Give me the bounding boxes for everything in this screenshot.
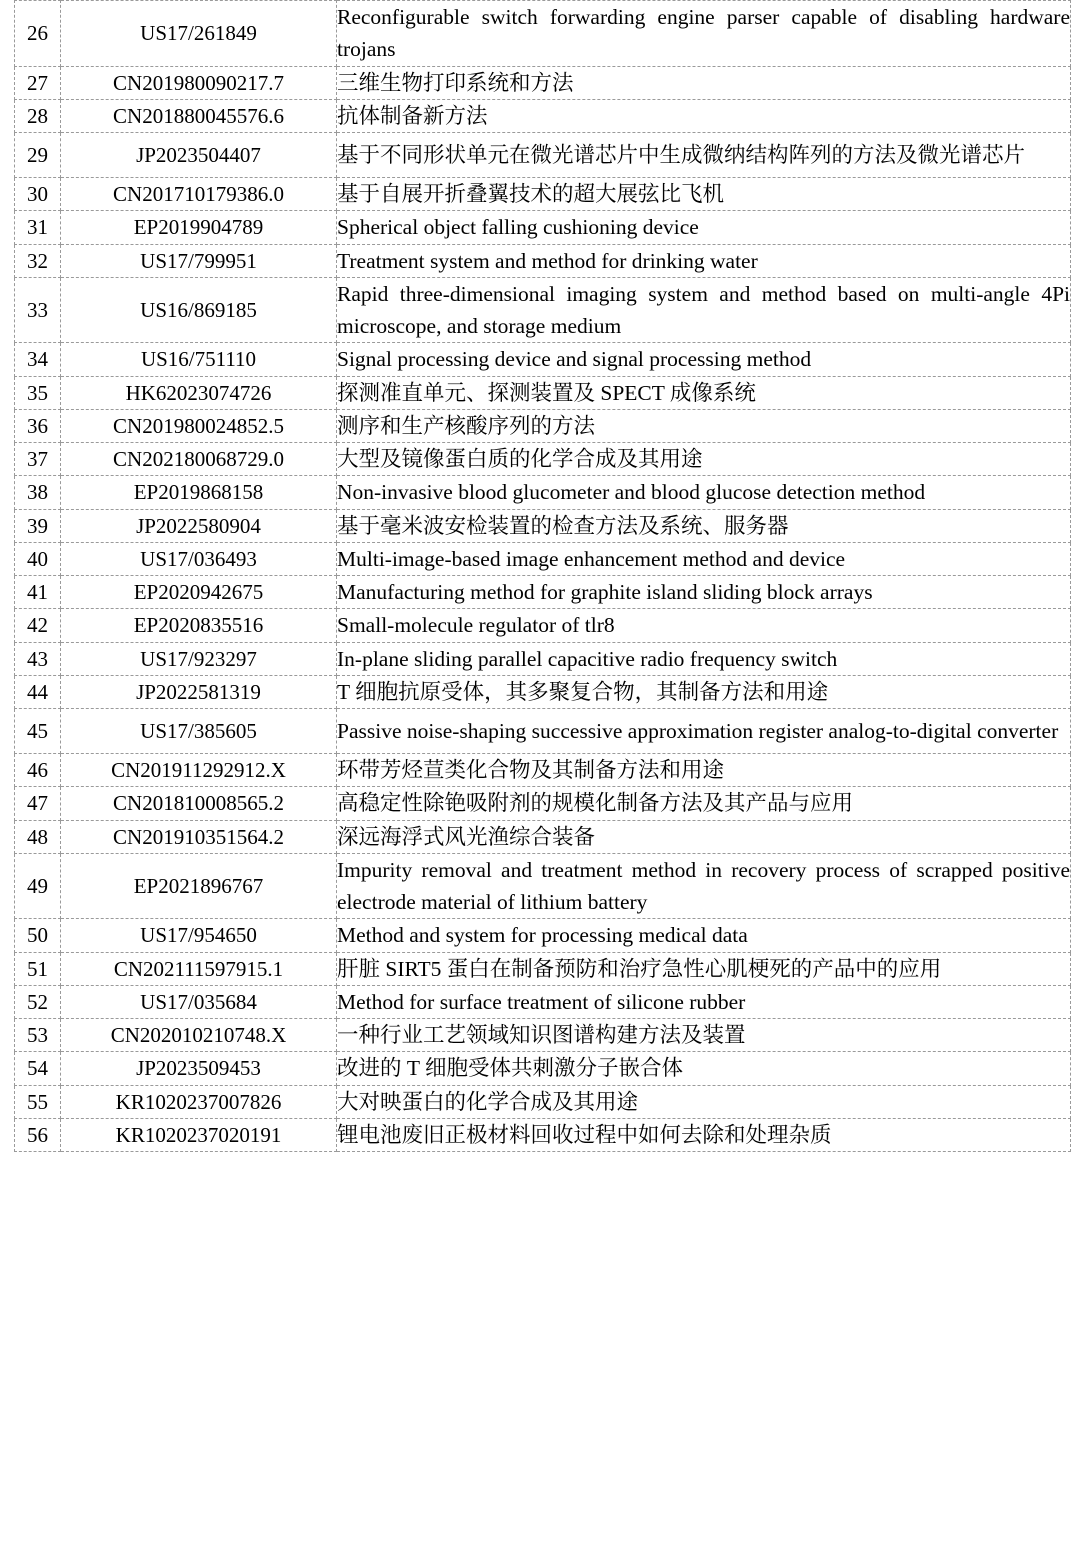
application-number: EP2020942675 [61,576,337,609]
row-number: 49 [15,853,61,919]
table-row [15,1085,1071,1118]
application-number: CN202111597915.1 [61,952,337,985]
table-row [15,376,1071,409]
table-row [15,952,1071,985]
row-number: 32 [15,244,61,277]
table-row [15,443,1071,476]
row-number: 51 [15,952,61,985]
patent-title: 基于不同形状单元在微光谱芯片中生成微纳结构阵列的方法及微光谱芯片 [337,133,1071,178]
patent-title: T 细胞抗原受体，其多聚复合物，其制备方法和用途 [337,675,1071,708]
patent-title: 大型及镜像蛋白质的化学合成及其用途 [337,443,1071,476]
row-number: 36 [15,409,61,442]
patent-title: Non-invasive blood glucometer and blood glucose detection method [337,476,1071,509]
application-number: US17/036493 [61,542,337,575]
table-row [15,820,1071,853]
patent-title: Reconfigurable switch forwarding engine parser capable of disabling hardware trojans [337,1,1071,67]
table-row [15,244,1071,277]
application-number: EP2020835516 [61,609,337,642]
row-number: 29 [15,133,61,178]
patent-title: 一种行业工艺领域知识图谱构建方法及装置 [337,1019,1071,1052]
row-number: 44 [15,675,61,708]
application-number: CN201910351564.2 [61,820,337,853]
table-row [15,343,1071,376]
patent-title: Spherical object falling cushioning device [337,211,1071,244]
patent-title: 大对映蛋白的化学合成及其用途 [337,1085,1071,1118]
row-number: 43 [15,642,61,675]
patent-title: 抗体制备新方法 [337,99,1071,132]
patent-title: 探测准直单元、探测装置及 SPECT 成像系统 [337,376,1071,409]
application-number: JP2022581319 [61,675,337,708]
application-number: EP2019868158 [61,476,337,509]
application-number: CN201980090217.7 [61,66,337,99]
table-row [15,787,1071,820]
table-row [15,853,1071,919]
row-number: 53 [15,1019,61,1052]
table-row [15,642,1071,675]
row-number: 31 [15,211,61,244]
patent-table-body [15,1,1071,1152]
application-number: US17/799951 [61,244,337,277]
table-row [15,1019,1071,1052]
application-number: US17/385605 [61,709,337,754]
table-row [15,509,1071,542]
row-number: 42 [15,609,61,642]
row-number: 40 [15,542,61,575]
patent-title: 测序和生产核酸序列的方法 [337,409,1071,442]
application-number: US17/923297 [61,642,337,675]
patent-title: 基于毫米波安检装置的检查方法及系统、服务器 [337,509,1071,542]
table-row [15,476,1071,509]
application-number: US17/035684 [61,985,337,1018]
table-row [15,99,1071,132]
application-number: CN201980024852.5 [61,409,337,442]
patent-title: 基于自展开折叠翼技术的超大展弦比飞机 [337,178,1071,211]
patent-title: In-plane sliding parallel capacitive radio frequency switch [337,642,1071,675]
application-number: CN201710179386.0 [61,178,337,211]
patent-title: 三维生物打印系统和方法 [337,66,1071,99]
application-number: CN202010210748.X [61,1019,337,1052]
application-number: EP2019904789 [61,211,337,244]
row-number: 55 [15,1085,61,1118]
patent-title: Rapid three-dimensional imaging system and method based on multi-angle 4Pi microscope, and storage medium [337,277,1071,343]
table-row [15,277,1071,343]
table-row [15,409,1071,442]
application-number: US16/869185 [61,277,337,343]
row-number: 47 [15,787,61,820]
table-row [15,576,1071,609]
row-number: 37 [15,443,61,476]
row-number: 30 [15,178,61,211]
table-row [15,919,1071,952]
table-row [15,133,1071,178]
application-number: US17/261849 [61,1,337,67]
application-number: JP2023509453 [61,1052,337,1085]
patent-title: Passive noise-shaping successive approximation register analog-to-digital converter [337,709,1071,754]
patent-title: 深远海浮式风光渔综合装备 [337,820,1071,853]
application-number: HK62023074726 [61,376,337,409]
row-number: 27 [15,66,61,99]
table-row [15,1118,1071,1151]
row-number: 33 [15,277,61,343]
patent-title: 改进的 T 细胞受体共刺激分子嵌合体 [337,1052,1071,1085]
table-row [15,66,1071,99]
patent-title: Small-molecule regulator of tlr8 [337,609,1071,642]
patent-title: Multi-image-based image enhancement method and device [337,542,1071,575]
row-number: 38 [15,476,61,509]
application-number: CN201911292912.X [61,754,337,787]
table-row [15,542,1071,575]
patent-title: 肝脏 SIRT5 蛋白在制备预防和治疗急性心肌梗死的产品中的应用 [337,952,1071,985]
row-number: 45 [15,709,61,754]
row-number: 56 [15,1118,61,1151]
table-row [15,609,1071,642]
row-number: 34 [15,343,61,376]
patent-title: 环带芳烃荁类化合物及其制备方法和用途 [337,754,1071,787]
row-number: 39 [15,509,61,542]
table-row [15,211,1071,244]
application-number: KR1020237007826 [61,1085,337,1118]
row-number: 41 [15,576,61,609]
application-number: US17/954650 [61,919,337,952]
patent-title: Signal processing device and signal processing method [337,343,1071,376]
application-number: CN201810008565.2 [61,787,337,820]
table-row [15,754,1071,787]
application-number: JP2022580904 [61,509,337,542]
table-row [15,178,1071,211]
patent-title: Manufacturing method for graphite island sliding block arrays [337,576,1071,609]
row-number: 54 [15,1052,61,1085]
patent-list-table [14,0,1071,1152]
row-number: 46 [15,754,61,787]
application-number: US16/751110 [61,343,337,376]
row-number: 52 [15,985,61,1018]
table-row [15,675,1071,708]
table-row [15,985,1071,1018]
row-number: 35 [15,376,61,409]
patent-title: Treatment system and method for drinking water [337,244,1071,277]
table-row [15,709,1071,754]
table-row [15,1052,1071,1085]
patent-title: Method and system for processing medical data [337,919,1071,952]
application-number: CN201880045576.6 [61,99,337,132]
patent-title: Method for surface treatment of silicone rubber [337,985,1071,1018]
application-number: KR1020237020191 [61,1118,337,1151]
application-number: EP2021896767 [61,853,337,919]
row-number: 28 [15,99,61,132]
application-number: JP2023504407 [61,133,337,178]
patent-title: 锂电池废旧正极材料回收过程中如何去除和处理杂质 [337,1118,1071,1151]
row-number: 48 [15,820,61,853]
application-number: CN202180068729.0 [61,443,337,476]
row-number: 50 [15,919,61,952]
patent-title: 高稳定性除铯吸附剂的规模化制备方法及其产品与应用 [337,787,1071,820]
table-row [15,1,1071,67]
row-number: 26 [15,1,61,67]
patent-title: Impurity removal and treatment method in recovery process of scrapped positive electrode material of lithium battery [337,853,1071,919]
